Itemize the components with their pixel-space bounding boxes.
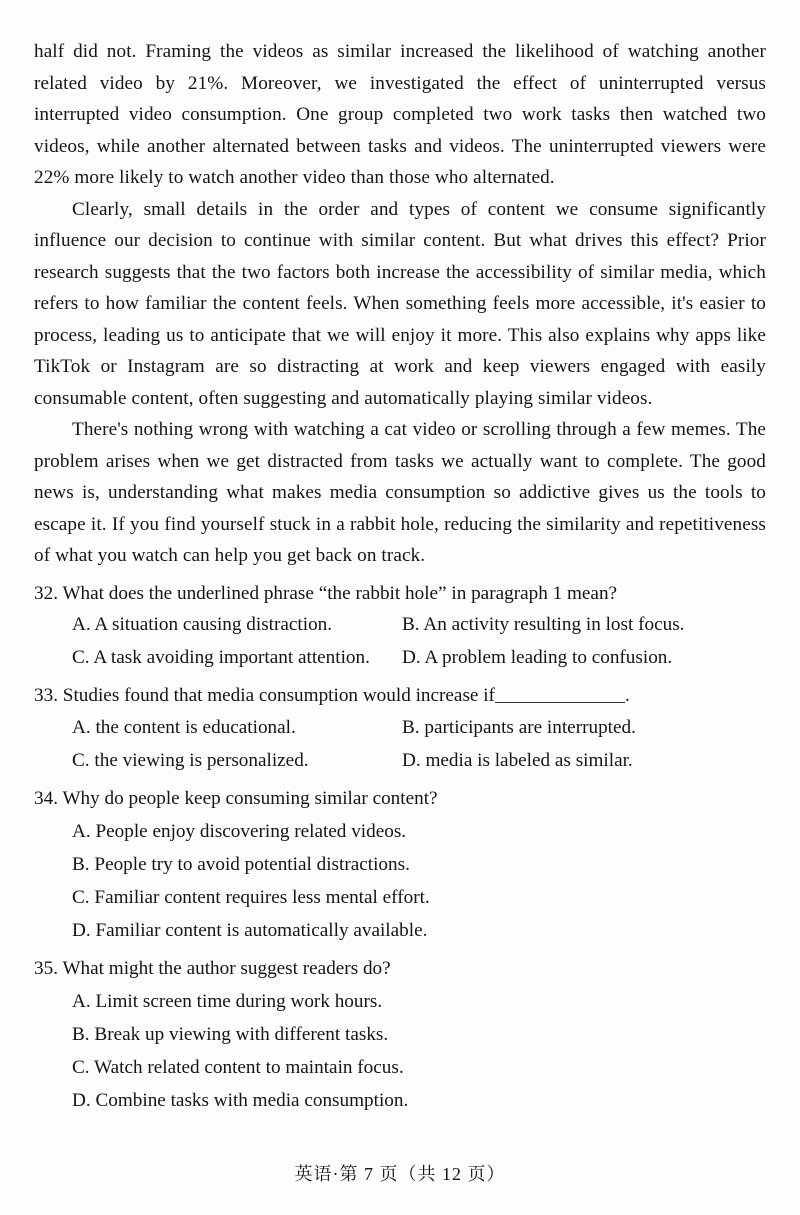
- question-34: [34, 783, 766, 947]
- paragraph-2: Clearly, small details in the order and types of content we consume significantly influence our decision to continue with similar content. But what drives this effect? Prior research suggests that the two factors both increase the accessibility of similar media, which refers to how familiar the content feels. When something feels more accessible, it's easier to process, leading us to anticipate that we will enjoy it more. This also explains why apps like TikTok or Instagram are so distracting at work and keep viewers engaged with easily consumable content, often suggesting and automatically playing similar videos.: [34, 198, 766, 409]
- question-35: [34, 953, 766, 1117]
- question-35-option-d[interactable]: D. Combine tasks with media consumption.: [72, 1089, 409, 1111]
- question-35-text: What might the author suggest readers do?: [62, 957, 391, 979]
- question-33-option-d[interactable]: D. media is labeled as similar.: [402, 749, 633, 771]
- question-33-option-c[interactable]: C. the viewing is personalized.: [72, 749, 309, 771]
- question-32: [34, 578, 766, 675]
- question-35-number: 35.: [34, 957, 58, 979]
- question-33-text-end: .: [624, 685, 630, 707]
- page-footer: 英语·第 7 页（共 12 页）: [294, 1164, 506, 1184]
- question-33-options-row-1: [34, 712, 766, 745]
- question-33: [34, 680, 766, 777]
- question-34-option-d[interactable]: D. Familiar content is automatically available.: [72, 919, 428, 941]
- question-34-option-c[interactable]: C. Familiar content requires less mental effort.: [72, 886, 430, 908]
- question-32-text: What does the underlined phrase “the rabbit hole” in paragraph 1 mean?: [62, 582, 618, 604]
- answer-blank[interactable]: [495, 702, 625, 703]
- question-32-option-a[interactable]: A. A situation causing distraction.: [72, 614, 333, 636]
- question-34-text: Why do people keep consuming similar content?: [62, 788, 438, 810]
- question-32-option-b[interactable]: B. An activity resulting in lost focus.: [402, 614, 685, 636]
- question-34-option-a[interactable]: A. People enjoy discovering related videos.: [72, 820, 407, 842]
- question-33-option-a[interactable]: A. the content is educational.: [72, 717, 296, 739]
- question-35-option-b[interactable]: B. Break up viewing with different tasks.: [72, 1023, 389, 1045]
- paragraph-1: half did not. Framing the videos as similar increased the likelihood of watching another related video by 21%. Moreover, we investigated the effect of uninterrupted versus interrupted video consumption. One group completed two work tasks then watched two videos, while another alternated between tasks and videos. The uninterrupted viewers were 22% more likely to watch another video than those who alternated.: [34, 41, 766, 188]
- question-32-option-c[interactable]: C. A task avoiding important attention.: [72, 646, 370, 668]
- question-33-stem: [34, 680, 766, 712]
- question-34-number: 34.: [34, 788, 58, 810]
- question-32-options-row-1: [34, 609, 766, 642]
- question-33-text: Studies found that media consumption would increase if: [62, 685, 495, 707]
- question-32-stem: [34, 578, 766, 610]
- question-33-options-row-2: [34, 745, 766, 778]
- question-34-option-b[interactable]: B. People try to avoid potential distractions.: [72, 853, 410, 875]
- page-content: [34, 36, 766, 1117]
- question-32-option-d[interactable]: D. A problem leading to confusion.: [402, 646, 673, 668]
- paragraph-3: There's nothing wrong with watching a cat video or scrolling through a few memes. The problem arises when we get distracted from tasks we actually want to complete. The good news is, understanding what makes media consumption so addictive gives us the tools to escape it. If you find yourself stuck in a rabbit hole, reducing the similarity and repetitiveness of what you watch can help you get back on track.: [34, 419, 766, 566]
- question-34-stem: [34, 783, 766, 815]
- question-35-stem: [34, 953, 766, 985]
- question-35-option-c[interactable]: C. Watch related content to maintain focus.: [72, 1056, 404, 1078]
- question-32-options-row-2: [34, 642, 766, 675]
- question-32-number: 32.: [34, 582, 58, 604]
- question-35-option-a[interactable]: A. Limit screen time during work hours.: [72, 990, 383, 1012]
- question-33-option-b[interactable]: B. participants are interrupted.: [402, 717, 636, 739]
- question-33-number: 33.: [34, 685, 58, 707]
